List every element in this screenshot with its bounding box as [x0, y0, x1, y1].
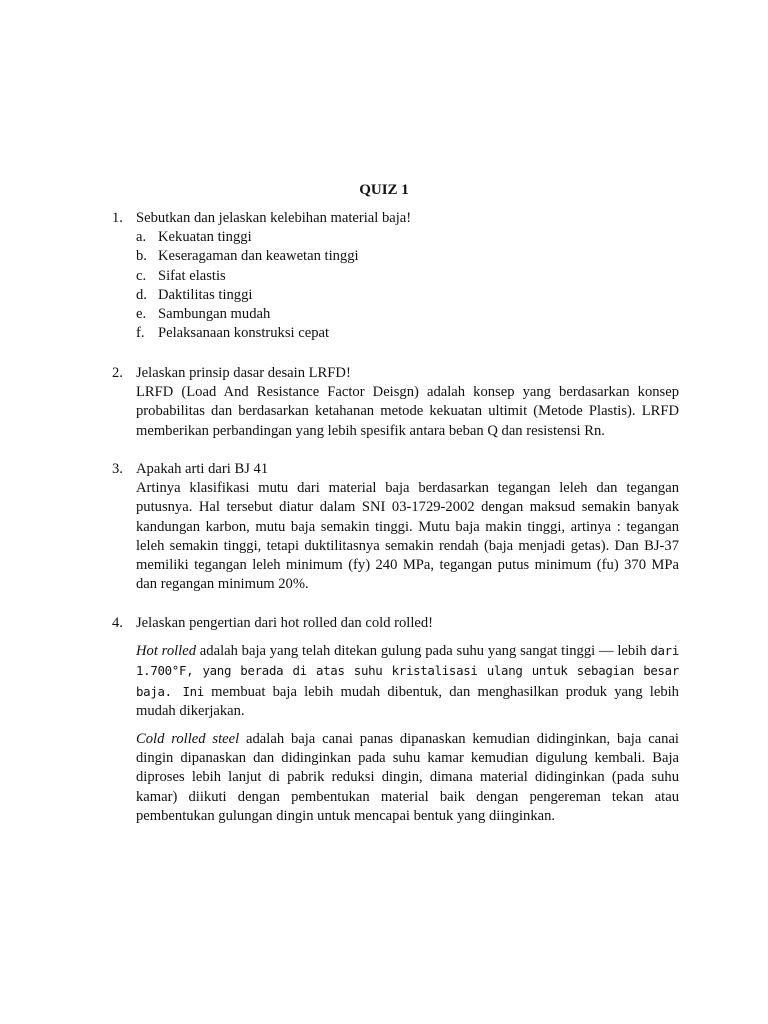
list-item-text: Sifat elastis: [158, 267, 226, 284]
list-item: [136, 228, 679, 247]
list-item: [136, 305, 679, 324]
list-item-text: Pelaksanaan konstruksi cepat: [158, 325, 330, 342]
hot-rolled-text-2: membuat baja lebih mudah dibentuk, dan menghasilkan produk yang lebih mudah dikerjakan.: [136, 683, 679, 719]
question-text: Apakah arti dari BJ 41: [136, 461, 269, 477]
question-text: Jelaskan pengertian dari hot rolled dan cold rolled!: [136, 615, 434, 631]
question-1: [111, 209, 679, 343]
question-3-head: [111, 460, 679, 479]
list-item-text: Kekuatan tinggi: [158, 229, 252, 246]
question-number: 4.: [112, 615, 123, 631]
question-number: 1.: [112, 210, 123, 226]
list-item: [136, 247, 679, 266]
cold-rolled-term: Cold rolled steel: [136, 731, 240, 748]
question-text: Sebutkan dan jelaskan kelebihan material baja!: [136, 210, 412, 226]
list-item-text: Daktilitas tinggi: [158, 286, 253, 303]
hot-rolled-text-mono: dari 1.700°F, yang berada di atas suhu kristalisasi ulang untuk sebagian besar baja. Ini: [136, 643, 679, 699]
list-letter: c.: [136, 267, 147, 284]
question-4-head: [111, 614, 679, 633]
hot-rolled-paragraph: [111, 641, 679, 721]
answer-list: [111, 228, 679, 343]
answer-paragraph: Artinya klasifikasi mutu dari material baja berdasarkan tegangan leleh dan tegangan putusnya. Hal tersebut diatur dalam SNI 03-1729-2002 dengan maksud semakin banyak kandungan karbon, mutu baja semakin tinggi. Mutu baja makin tinggi, artinya : tegangan leleh semakin tinggi, tetapi duktilitasnya semakin rendah (baja menjadi getas). Dan BJ-37 memiliki tegangan leleh minimum (fy) 240 MPa, tegangan putus minimum (fu) 370 MPa dan regangan minimum 20%.: [136, 480, 679, 593]
list-item: [136, 324, 679, 343]
question-number: 3.: [112, 461, 123, 477]
answer-paragraph: LRFD (Load And Resistance Factor Deisgn) adalah konsep yang berdasarkan konsep probabilitas dan berdasarkan ketahanan metode kekuatan ultimit (Metode Plastis). LRFD memberikan perbandingan yang lebih spesifik antara beban Q dan resistensi Rn.: [136, 384, 679, 439]
question-2-head: [111, 364, 679, 383]
list-item: [136, 267, 679, 286]
page-title: QUIZ 1: [359, 182, 409, 198]
list-item: [136, 286, 679, 305]
list-item-text: Keseragaman dan keawetan tinggi: [158, 248, 359, 265]
question-3: [111, 460, 679, 594]
list-item-text: Sambungan mudah: [158, 306, 271, 323]
list-letter: b.: [136, 248, 147, 265]
cold-rolled-paragraph: [111, 730, 679, 826]
list-letter: e.: [136, 306, 147, 323]
hot-rolled-term: Hot rolled: [136, 643, 197, 660]
list-letter: f.: [136, 325, 145, 342]
cold-rolled-text: adalah baja canai panas dipanaskan kemudian didinginkan, baja canai dingin dipanaskan dan didinginkan pada suhu kamar kemudian digulung kembali. Baja diproses lebih lanjut di pabrik reduksi dingin, dimana material didinginkan (pada suhu kamar) diikuti dengan pembentukan material baik dengan pengereman tekan atau pembentukan gulungan dingin untuk mencapai bentuk yang diinginkan.: [136, 731, 679, 824]
list-letter: d.: [136, 286, 147, 303]
question-number: 2.: [112, 365, 123, 381]
question-1-head: [111, 209, 679, 228]
question-text: Jelaskan prinsip dasar desain LRFD!: [136, 365, 351, 381]
hot-rolled-text-1: adalah baja yang telah ditekan gulung pada suhu yang sangat tinggi — lebih: [196, 643, 651, 660]
question-4: [111, 614, 679, 826]
list-letter: a.: [136, 229, 147, 246]
question-2: [111, 364, 679, 441]
